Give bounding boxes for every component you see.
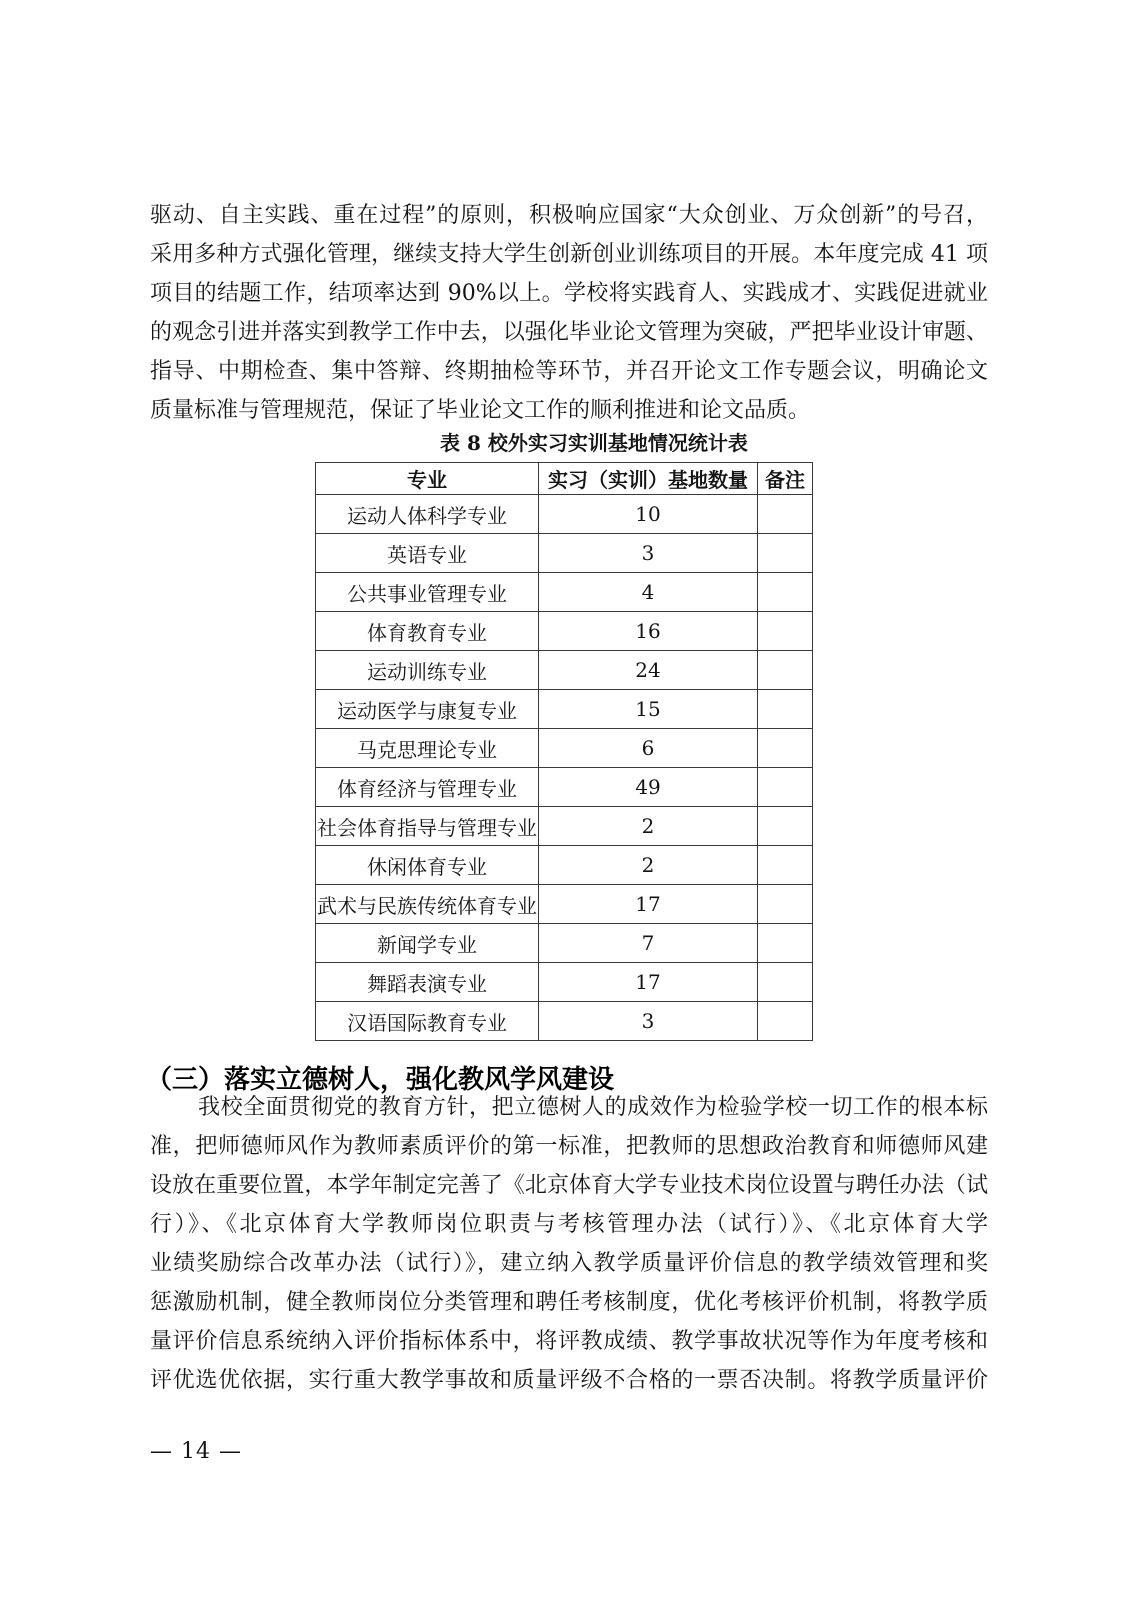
paragraph-line: 项目的结题工作，结项率达到 90%以上。学校将实践育人、实践成才、实践促进就业	[150, 281, 988, 306]
table-row	[316, 534, 813, 573]
major-cell: 体育教育专业	[316, 612, 539, 651]
table-row	[316, 651, 813, 690]
table-row	[316, 690, 813, 729]
section-paragraph	[150, 1088, 988, 1400]
major-cell: 公共事业管理专业	[316, 573, 539, 612]
table-row	[316, 885, 813, 924]
page-number: — 14 —	[150, 1439, 242, 1464]
paragraph-line: 量评价信息系统纳入评价指标体系中，将评教成绩、教学事故状况等作为年度考核和	[150, 1329, 988, 1354]
note-cell	[758, 1002, 813, 1041]
paragraph-line: 行）》、《北京体育大学教师岗位职责与考核管理办法（试行）》、《北京体育大学	[150, 1212, 988, 1237]
note-cell	[758, 846, 813, 885]
paragraph-line: 设放在重要位置，本学年制定完善了《北京体育大学专业技术岗位设置与聘任办法（试	[150, 1173, 988, 1198]
table-row	[316, 612, 813, 651]
count-cell: 16	[539, 612, 758, 651]
paragraph-line: 准，把师德师风作为教师素质评价的第一标准，把教师的思想政治教育和师德师风建	[150, 1134, 988, 1159]
note-cell	[758, 885, 813, 924]
paragraph-line: 采用多种方式强化管理，继续支持大学生创新创业训练项目的开展。本年度完成 41 项	[150, 242, 988, 267]
major-cell: 武术与民族传统体育专业	[316, 885, 539, 924]
paragraph-line: 质量标准与管理规范，保证了毕业论文工作的顺利推进和论文品质。	[150, 398, 811, 423]
paragraph-line: 指导、中期检查、集中答辩、终期抽检等环节，并召开论文工作专题会议，明确论文	[150, 359, 988, 384]
paragraph-line: 业绩奖励综合改革办法（试行）》，建立纳入教学质量评价信息的教学绩效管理和奖	[150, 1251, 988, 1276]
major-cell: 新闻学专业	[316, 924, 539, 963]
note-cell	[758, 573, 813, 612]
col-header-note: 备注	[758, 463, 813, 495]
count-cell: 15	[539, 690, 758, 729]
note-cell	[758, 963, 813, 1002]
note-cell	[758, 534, 813, 573]
table-header-row	[316, 463, 813, 495]
table-row	[316, 495, 813, 534]
major-cell: 社会体育指导与管理专业	[316, 807, 539, 846]
count-cell: 7	[539, 924, 758, 963]
count-cell: 10	[539, 495, 758, 534]
major-cell: 休闲体育专业	[316, 846, 539, 885]
count-cell: 17	[539, 885, 758, 924]
major-cell: 运动医学与康复专业	[316, 690, 539, 729]
count-cell: 2	[539, 807, 758, 846]
paragraph-line: 评优选优依据，实行重大教学事故和质量评级不合格的一票否决制。将教学质量评价	[150, 1368, 988, 1393]
major-cell: 马克思理论专业	[316, 729, 539, 768]
count-cell: 17	[539, 963, 758, 1002]
table-row	[316, 807, 813, 846]
count-cell: 2	[539, 846, 758, 885]
paragraph-line: 的观念引进并落实到教学工作中去，以强化毕业论文管理为突破，严把毕业设计审题、	[150, 320, 988, 345]
table-row	[316, 1002, 813, 1041]
count-cell: 49	[539, 768, 758, 807]
note-cell	[758, 924, 813, 963]
table-title: 表 8 校外实习实训基地情况统计表	[440, 431, 748, 455]
col-header-major: 专业	[316, 463, 539, 495]
section-heading: （三）落实立德树人，强化教风学风建设	[146, 1065, 615, 1095]
table-row	[316, 573, 813, 612]
note-cell	[758, 690, 813, 729]
table-row	[316, 846, 813, 885]
internship-base-table	[315, 462, 813, 1041]
paragraph-line: 我校全面贯彻党的教育方针，把立德树人的成效作为检验学校一切工作的根本标	[198, 1095, 988, 1120]
note-cell	[758, 651, 813, 690]
table-row	[316, 924, 813, 963]
table-row	[316, 729, 813, 768]
count-cell: 3	[539, 1002, 758, 1041]
intro-paragraph	[150, 196, 988, 430]
major-cell: 运动人体科学专业	[316, 495, 539, 534]
major-cell: 舞蹈表演专业	[316, 963, 539, 1002]
count-cell: 6	[539, 729, 758, 768]
paragraph-line: 驱动、自主实践、重在过程”的原则，积极响应国家“大众创业、万众创新”的号召，	[150, 203, 988, 228]
major-cell: 英语专业	[316, 534, 539, 573]
count-cell: 4	[539, 573, 758, 612]
major-cell: 汉语国际教育专业	[316, 1002, 539, 1041]
count-cell: 24	[539, 651, 758, 690]
note-cell	[758, 807, 813, 846]
paragraph-line: 惩激励机制，健全教师岗位分类管理和聘任考核制度，优化考核评价机制，将教学质	[150, 1290, 988, 1315]
col-header-count: 实习（实训）基地数量	[539, 463, 758, 495]
major-cell: 运动训练专业	[316, 651, 539, 690]
note-cell	[758, 495, 813, 534]
note-cell	[758, 612, 813, 651]
table-row	[316, 768, 813, 807]
table-row	[316, 963, 813, 1002]
count-cell: 3	[539, 534, 758, 573]
major-cell: 体育经济与管理专业	[316, 768, 539, 807]
note-cell	[758, 768, 813, 807]
note-cell	[758, 729, 813, 768]
